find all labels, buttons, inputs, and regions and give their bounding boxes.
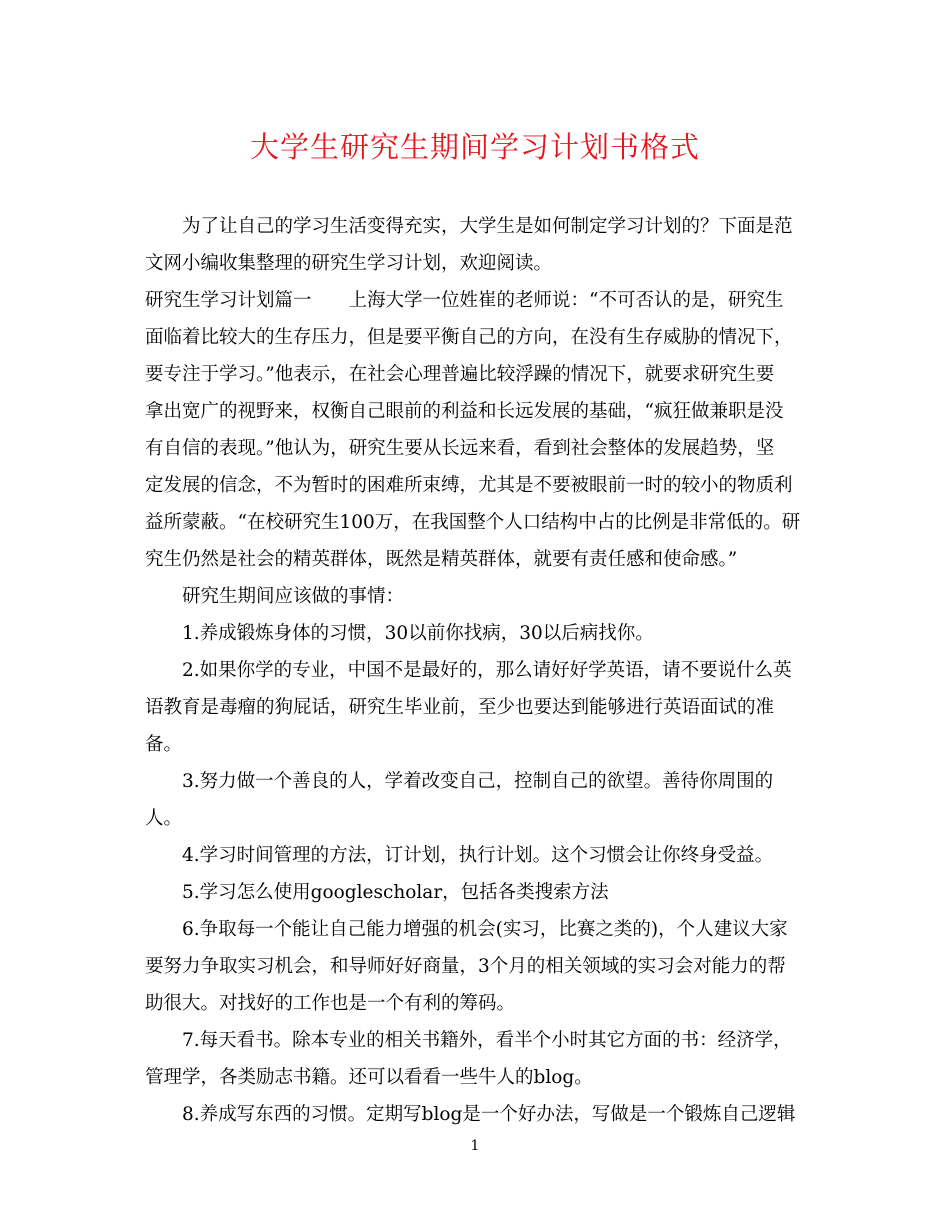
paragraph-line xyxy=(145,282,813,319)
paragraph-line: 益所蒙蔽。“在校研究生100万，在我国整个人口结构中占的比例是非常低的。研 xyxy=(145,512,801,533)
paragraph-line: 语教育是毒瘤的狗屁话，研究生毕业前，至少也要达到能够进行英语面试的准 xyxy=(145,697,775,718)
paragraph-line: 定发展的信念，不为暂时的困难所束缚，尤其是不要被眼前一时的较小的物质利 xyxy=(145,475,793,496)
list-item: 8.养成写东西的习惯。定期写blog是一个好办法，写做是一个锻炼自己逻辑 xyxy=(182,1104,796,1125)
paragraph-line: 面临着比较大的生存压力，但是要平衡自己的方向，在没有生存威胁的情况下， xyxy=(145,327,793,348)
paragraph-line: 研究生期间应该做的事情： xyxy=(182,586,405,607)
list-item: 3.努力做一个善良的人，学着改变自己，控制自己的欲望。善待你周围的 xyxy=(182,771,774,792)
document-body xyxy=(145,208,813,1133)
paragraph-line: 拿出宽广的视野来，权衡自己眼前的利益和长远发展的基础，“疯狂做兼职是没 xyxy=(145,401,784,422)
paragraph-line: 要努力争取实习机会，和导师好好商量，3个月的相关领域的实习会对能力的帮 xyxy=(145,956,786,977)
paragraph-line: 助很大。对找好的工作也是一个有利的筹码。 xyxy=(145,993,516,1014)
list-item: 1.养成锻炼身体的习惯，30以前你找病，30以后病找你。 xyxy=(182,623,654,644)
paragraph-text: 上海大学一位姓崔的老师说：“不可否认的是，研究生 xyxy=(348,290,784,311)
paragraph-line: 要专注于学习。”他表示，在社会心理普遍比较浮躁的情况下，就要求研究生要 xyxy=(145,364,775,385)
paragraph-line: 备。 xyxy=(145,734,183,755)
list-item: 4.学习时间管理的方法，订计划，执行计划。这个习惯会让你终身受益。 xyxy=(182,845,774,866)
paragraph-line: 人。 xyxy=(145,808,183,829)
paragraph-line: 文网小编收集整理的研究生学习计划，欢迎阅读。 xyxy=(145,253,553,274)
section-heading: 研究生学习计划篇一 xyxy=(145,290,312,311)
list-item: 6.争取每一个能让自己能力增强的机会(实习，比赛之类的)，个人建议大家 xyxy=(182,919,788,940)
paragraph-line: 管理学，各类励志书籍。还可以看看一些牛人的blog。 xyxy=(145,1067,593,1088)
list-item: 7.每天看书。除本专业的相关书籍外，看半个小时其它方面的书：经济学， xyxy=(182,1030,792,1051)
paragraph-line: 有自信的表现。”他认为，研究生要从长远来看，看到社会整体的发展趋势，坚 xyxy=(145,438,775,459)
paragraph-line: 究生仍然是社会的精英群体，既然是精英群体，就要有责任感和使命感。” xyxy=(145,549,738,570)
document-title: 大学生研究生期间学习计划书格式 xyxy=(249,130,700,164)
page-number: 1 xyxy=(470,1138,480,1154)
list-item: 2.如果你学的专业，中国不是最好的，那么请好好学英语，请不要说什么英 xyxy=(182,660,792,681)
list-item: 5.学习怎么使用googlescholar，包括各类搜索方法 xyxy=(182,882,609,903)
paragraph-line: 为了让自己的学习生活变得充实，大学生是如何制定学习计划的？下面是范 xyxy=(182,216,793,237)
